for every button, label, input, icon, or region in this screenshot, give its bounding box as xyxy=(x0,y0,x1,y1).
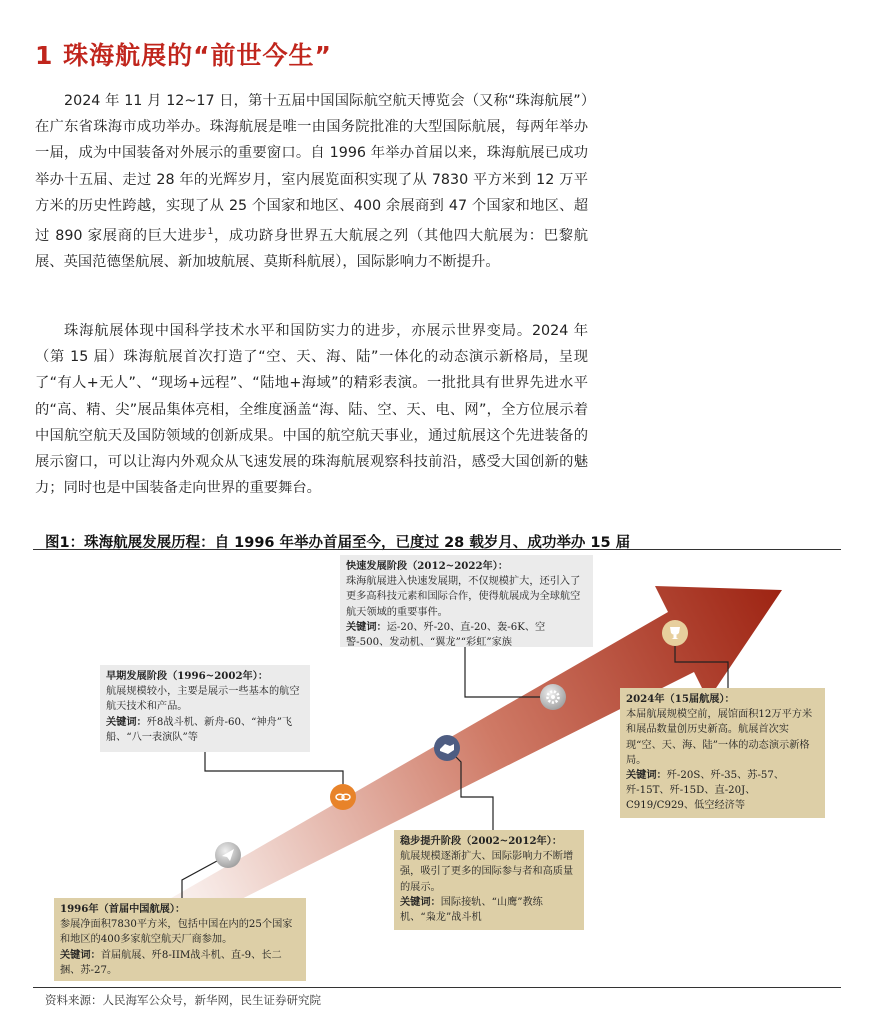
stage-early-title: 早期发展阶段（1996~2002年）： xyxy=(106,670,269,682)
paper-plane-icon xyxy=(215,842,241,868)
stage-fast-box xyxy=(340,555,593,647)
stage-2024-box xyxy=(620,688,825,818)
figure-bottom-rule xyxy=(33,987,841,988)
stage-fast-keywords: 运-20、歼-20、直-20、轰-6K、空警-500、发动机、“翼龙”“彩虹”家族 xyxy=(346,621,546,649)
stage-steady-kw-label: 关键词： xyxy=(400,895,441,908)
paragraph-1-tail: ，成功跻身世界五大航展之列（其他四大航展为：巴黎航展、英国范德堡航展、新加坡航展、莫斯科航展），国际影响力不断提升。 xyxy=(35,227,588,270)
stage-fast-desc: 珠海航展进入快速发展期，不仅规模扩大，还引入了更多高科技元素和国际合作，使得航展成为全球航空航天领域的重要事件。 xyxy=(346,576,581,618)
stage-1996-title: 1996年（首届中国航展）： xyxy=(60,903,186,915)
stage-2024-desc: 本届航展规模空前，展馆面积12万平方米和展品数量创历史新高。航展首次实现“空、天、海、陆”一体的动态演示新格局。 xyxy=(626,709,813,766)
stage-steady-title: 稳步提升阶段（2002~2012年）： xyxy=(400,835,563,847)
stage-steady-box xyxy=(394,830,584,930)
paragraph-2: 珠海航展体现中国科学技术水平和国防实力的进步，亦展示世界变局。2024 年（第 15 届）珠海航展首次打造了“空、天、海、陆”一体化的动态演示新格局，呈现了“有人+无人”、“现场+远程”、“陆地+海域”的精彩表演。一批批具有世界先进水平的“高、精、尖”展品集体亮相，全维度涵盖“海、陆、空、天、电、网”，全方位展示着中国航空航天及国防领域的创新成果。中国的航空航天事业，通过航展这个先进装备的展示窗口，可以让海内外观众从飞速发展的珠海航展观察科技前沿，感受大国创新的魅力；同时也是中国装备走向世界的重要舞台。 xyxy=(35,323,588,497)
stage-1996-kw-label: 关键词： xyxy=(60,948,101,961)
stage-fast-title: 快速发展阶段（2012~2022年）： xyxy=(346,560,509,572)
stage-fast-kw-label: 关键词： xyxy=(346,620,387,633)
stage-2024-kw-label: 关键词： xyxy=(626,769,667,782)
stage-1996-desc: 参展净面积7830平方米，包括中国在内的25个国家和地区的400多家航空航天厂商参加。 xyxy=(60,919,293,946)
link-icon xyxy=(330,784,356,810)
stage-early-desc: 航展规模较小，主要是展示一些基本的航空航天技术和产品。 xyxy=(106,686,300,713)
stage-steady-keywords: 国际接轨、“山鹰”教练机、“枭龙”战斗机 xyxy=(400,896,543,924)
stage-steady-desc: 航展规模逐渐扩大、国际影响力不断增强，吸引了更多的国际参与者和高质量的展示。 xyxy=(400,851,574,893)
stage-2024-title: 2024年（15届航展）： xyxy=(626,693,735,705)
stage-1996-keywords: 首届航展、歼8-IIM战斗机、直-9、长二捆、苏-27。 xyxy=(60,949,282,976)
stage-1996-box xyxy=(54,898,306,981)
footnote-marker[interactable]: 1 xyxy=(207,227,214,238)
stage-2024-keywords: 歼-20S、歼-35、苏-57、歼-15T、歼-15D、直-20J、C919/C929、低空经济等 xyxy=(626,770,785,812)
stage-early-keywords: 歼8战斗机、新舟-60、“神舟”飞船、“八一表演队”等 xyxy=(106,716,293,743)
trophy-icon xyxy=(662,620,688,646)
stage-early-box xyxy=(100,665,310,752)
section-heading: 1 珠海航展的“前世今生” xyxy=(35,41,332,70)
gear-icon xyxy=(540,684,566,710)
stage-early-kw-label: 关键词： xyxy=(106,715,147,728)
figure-title: 图1：珠海航展发展历程：自 1996 年举办首届至今，已度过 28 载岁月、成功举办 15 届 xyxy=(45,535,631,551)
handshake-icon xyxy=(434,735,460,761)
paragraph-1-body: 2024 年 11 月 12~17 日，第十五届中国国际航空航天博览会（又称“珠海航展”）在广东省珠海市成功举办。珠海航展是唯一由国务院批准的大型国际航展，每两年举办一届，成为中国装备对外展示的重要窗口。自 1996 年举办首届以来，珠海航展已成功举办十五届、走过 28 年的光辉岁月，室内展览面积实现了从 7830 平方米到 12 万平方米的历史性跨越，实现了从 25 个国家和地区、400 余展商到 47 个国家和地区、超过 890 家展商的巨大进步 xyxy=(35,93,588,244)
figure-source: 资料来源：人民海军公众号，新华网，民生证券研究院 xyxy=(45,993,321,1007)
